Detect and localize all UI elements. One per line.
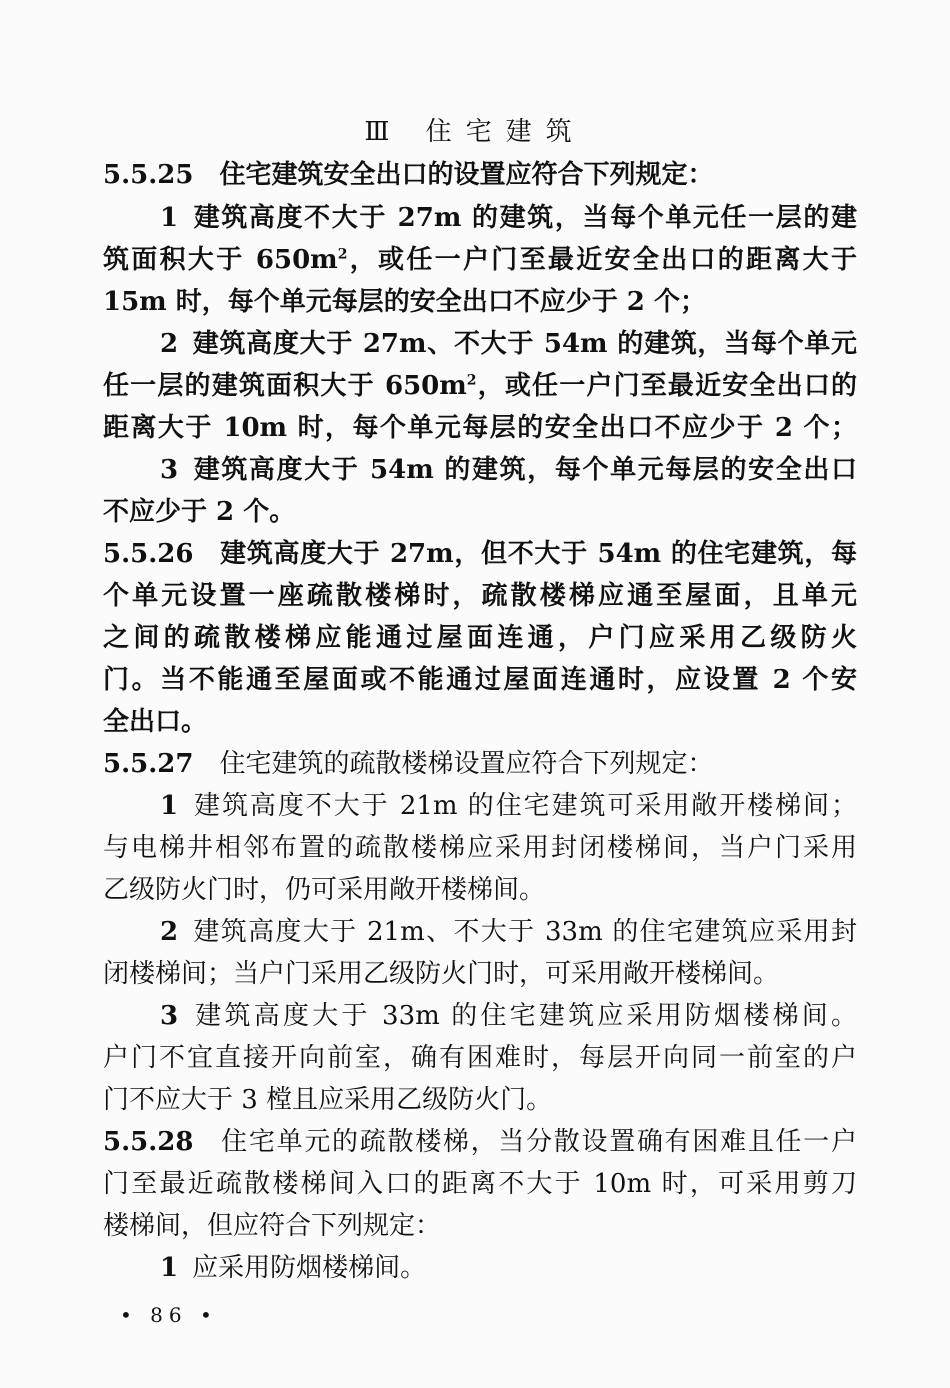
clause-number: 5.5.26 — [103, 539, 194, 569]
clause-5-5-25-item-2-line-3: 距离大于 10m 时，每个单元每层的安全出口不应少于 2 个； — [103, 413, 857, 443]
clause-5-5-26-line-5: 全出口。 — [103, 707, 208, 737]
item-text: 应采用防烟楼梯间。 — [192, 1253, 427, 1283]
clause-5-5-25-item-1-line-2 — [103, 240, 857, 280]
clause-5-5-25-item-2-line-1 — [160, 324, 857, 364]
clause-5-5-27-title — [103, 744, 857, 784]
item-text: 建筑高度大于 54m 的建筑，每个单元每层的安全出口 — [192, 455, 857, 485]
item-text: 建筑高度不大于 27m 的建筑，当每个单元任一层的建 — [192, 203, 857, 233]
clause-5-5-27-item-3-line-1 — [160, 996, 857, 1036]
clause-5-5-28-line-2: 门至最近疏散楼梯间入口的距离不大于 10m 时，可采用剪刀 — [103, 1169, 857, 1199]
clause-number: 5.5.25 — [103, 160, 194, 190]
clause-5-5-27-item-1-line-3: 乙级防火门时，仍可采用敞开楼梯间。 — [103, 875, 546, 905]
item-text: 筑面积大于 650m — [103, 245, 338, 275]
clause-intro: 住宅建筑的疏散楼梯设置应符合下列规定： — [219, 749, 714, 779]
clause-text: 建筑高度大于 27m，但不大于 54m 的住宅建筑，每 — [219, 539, 857, 569]
clause-5-5-26-line-2: 个单元设置一座疏散楼梯时，疏散楼梯应通至屋面，且单元 — [103, 581, 857, 611]
superscript: 2 — [337, 246, 348, 263]
clause-5-5-25-item-1-line-3: 15m 时，每个单元每层的安全出口不应少于 2 个； — [103, 287, 706, 317]
clause-5-5-25-item-3-line-1 — [160, 450, 857, 490]
section-heading: Ⅲ 住宅建筑 — [364, 117, 586, 147]
item-number: 1 — [160, 791, 179, 821]
item-text: 任一层的建筑面积大于 650m — [103, 371, 467, 401]
item-text: ，或任一户门至最近安全出口的 — [476, 371, 857, 401]
item-text: 建筑高度大于 21m、不大于 33m 的住宅建筑应采用封 — [192, 917, 857, 947]
item-text: 建筑高度大于 27m、不大于 54m 的建筑，当每个单元 — [192, 329, 857, 359]
clause-5-5-26-line-3: 之间的疏散楼梯应能通过屋面连通，户门应采用乙级防火 — [103, 623, 857, 653]
item-number: 1 — [160, 1253, 179, 1283]
clause-number: 5.5.27 — [103, 749, 194, 779]
item-number: 3 — [160, 455, 179, 485]
page-number: • 86 • — [120, 1303, 218, 1327]
item-number: 2 — [160, 329, 179, 359]
clause-5-5-28-line-3: 楼梯间，但应符合下列规定： — [103, 1211, 442, 1241]
superscript: 2 — [466, 372, 477, 389]
clause-5-5-27-item-1-line-2: 与电梯井相邻布置的疏散楼梯应采用封闭楼梯间，当户门采用 — [103, 833, 857, 863]
clause-5-5-27-item-2-line-1 — [160, 912, 857, 952]
clause-5-5-28-line-1 — [103, 1122, 857, 1162]
clause-5-5-27-item-3-line-3: 门不应大于 3 樘且应采用乙级防火门。 — [103, 1085, 553, 1115]
item-number: 2 — [160, 917, 179, 947]
clause-number: 5.5.28 — [103, 1127, 194, 1157]
item-number: 1 — [160, 203, 179, 233]
item-text: ，或任一户门至最近安全出口的距离大于 — [347, 245, 857, 275]
item-number: 3 — [160, 1001, 179, 1031]
clause-5-5-25-title — [103, 155, 857, 195]
clause-intro: 住宅建筑安全出口的设置应符合下列规定： — [219, 160, 714, 190]
clause-5-5-27-item-1-line-1 — [160, 786, 857, 826]
clause-5-5-25-item-2-line-2 — [103, 366, 857, 406]
clause-5-5-27-item-3-line-2: 户门不宜直接开向前室，确有困难时，每层开向同一前室的户 — [103, 1043, 857, 1073]
item-text: 建筑高度不大于 21m 的住宅建筑可采用敞开楼梯间； — [192, 791, 857, 821]
clause-5-5-25-item-3-line-2: 不应少于 2 个。 — [103, 497, 296, 527]
clause-5-5-28-item-1-line-1 — [160, 1248, 857, 1288]
clause-5-5-26-line-1 — [103, 534, 857, 574]
clause-text: 住宅单元的疏散楼梯，当分散设置确有困难且任一户 — [219, 1127, 857, 1157]
clause-5-5-25-item-1-line-1 — [160, 198, 857, 238]
clause-5-5-26-line-4: 门。当不能通至屋面或不能通过屋面连通时，应设置 2 个安 — [103, 665, 857, 695]
clause-5-5-27-item-2-line-2: 闭楼梯间；当户门采用乙级防火门时，可采用敞开楼梯间。 — [103, 959, 780, 989]
item-text: 建筑高度大于 33m 的住宅建筑应采用防烟楼梯间。 — [192, 1001, 857, 1031]
